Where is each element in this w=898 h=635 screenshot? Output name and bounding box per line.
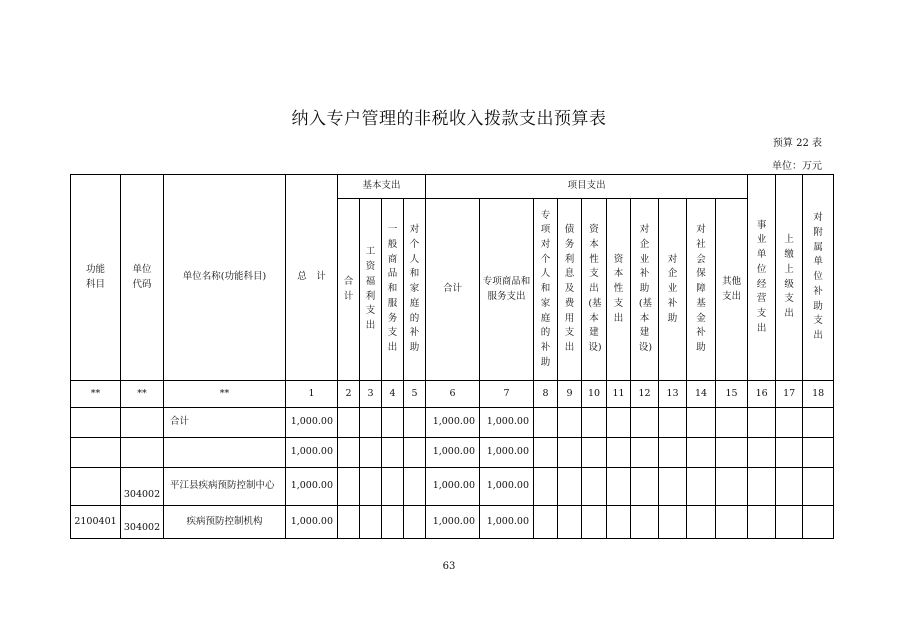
unit-name-cell: 合计 <box>164 408 286 438</box>
project-sum-cell: 1,000.00 <box>426 506 480 539</box>
table-row <box>71 408 834 438</box>
index-cell: 5 <box>404 381 426 408</box>
index-cell: 2 <box>338 381 360 408</box>
header-operating: 事业单位经营支出 <box>748 175 776 381</box>
index-cell: 12 <box>631 381 659 408</box>
index-cell: 17 <box>776 381 803 408</box>
table-number: 预算 22 表 <box>772 138 822 149</box>
header-project-social: 对社会保障基金补助 <box>687 199 716 381</box>
index-row <box>71 381 834 408</box>
index-cell: 14 <box>687 381 716 408</box>
header-project-capital: 资本性支出 <box>607 199 631 381</box>
header-project-sum: 合计 <box>426 199 480 381</box>
index-cell: 15 <box>716 381 748 408</box>
header-project-group: 项目支出 <box>426 175 748 199</box>
unit-code-cell <box>121 408 164 438</box>
func-code-cell <box>71 408 121 438</box>
index-cell: 6 <box>426 381 480 408</box>
header-project-other: 其他支出 <box>716 199 748 381</box>
header-project-debt: 债务利息及费用支出 <box>558 199 582 381</box>
unit-code-cell <box>121 438 164 468</box>
index-cell: 10 <box>582 381 607 408</box>
project-sum-cell: 1,000.00 <box>426 408 480 438</box>
header-basic-personal: 对个人和家庭的补助 <box>404 199 426 381</box>
index-cell: ** <box>121 381 164 408</box>
index-cell: 3 <box>360 381 382 408</box>
project-sum-cell: 1,000.00 <box>426 468 480 506</box>
header-project-ent-basic: 对企业补助(基本建设) <box>631 199 659 381</box>
unit-code-cell: 304002 <box>121 506 164 539</box>
unit-name-cell: 疾病预防控制机构 <box>164 506 286 539</box>
header-total: 总 计 <box>286 175 338 381</box>
project-goods-cell: 1,000.00 <box>480 468 534 506</box>
index-cell: 1 <box>286 381 338 408</box>
project-goods-cell: 1,000.00 <box>480 438 534 468</box>
index-cell: 8 <box>534 381 558 408</box>
page-title: 纳入专户管理的非税收入拨款支出预算表 <box>291 109 607 129</box>
table-row <box>71 506 834 539</box>
page-number: 63 <box>442 561 456 572</box>
header-project-special-personal: 专项对个人和家庭的补助 <box>534 199 558 381</box>
total-cell: 1,000.00 <box>286 506 338 539</box>
header-upper: 上缴上级支出 <box>776 175 803 381</box>
unit-name-cell <box>164 438 286 468</box>
budget-table <box>70 174 834 539</box>
index-cell: 9 <box>558 381 582 408</box>
total-cell: 1,000.00 <box>286 408 338 438</box>
header-project-capital-basic: 资本性支出(基本建设) <box>582 199 607 381</box>
unit-name-cell: 平江县疾病预防控制中心 <box>164 468 286 506</box>
index-cell: 4 <box>382 381 404 408</box>
index-cell: 18 <box>803 381 834 408</box>
header-basic-group: 基本支出 <box>338 175 426 199</box>
header-basic-sum: 合计 <box>338 199 360 381</box>
index-cell: 16 <box>748 381 776 408</box>
header-project-ent: 对企业补助 <box>659 199 687 381</box>
header-project-special-goods: 专项商品和服务支出 <box>480 199 534 381</box>
table-row <box>71 468 834 506</box>
project-goods-cell: 1,000.00 <box>480 506 534 539</box>
index-cell: ** <box>71 381 121 408</box>
index-cell: ** <box>164 381 286 408</box>
index-cell: 11 <box>607 381 631 408</box>
func-code-cell <box>71 438 121 468</box>
header-basic-general: 一般商品和服务支出 <box>382 199 404 381</box>
header-unit-code: 单位代码 <box>121 175 164 381</box>
index-cell: 7 <box>480 381 534 408</box>
func-code-cell <box>71 468 121 506</box>
header-unit-name: 单位名称(功能科目) <box>164 175 286 381</box>
header-subsidiary: 对附属单位补助支出 <box>803 175 834 381</box>
header-func-code: 功能科目 <box>71 175 121 381</box>
total-cell: 1,000.00 <box>286 438 338 468</box>
index-cell: 13 <box>659 381 687 408</box>
total-cell: 1,000.00 <box>286 468 338 506</box>
project-sum-cell: 1,000.00 <box>426 438 480 468</box>
header-basic-wage: 工资福利支出 <box>360 199 382 381</box>
func-code-cell: 2100401 <box>71 506 121 539</box>
table-row <box>71 438 834 468</box>
unit-label: 单位：万元 <box>772 161 822 172</box>
unit-code-cell: 304002 <box>121 468 164 506</box>
project-goods-cell: 1,000.00 <box>480 408 534 438</box>
